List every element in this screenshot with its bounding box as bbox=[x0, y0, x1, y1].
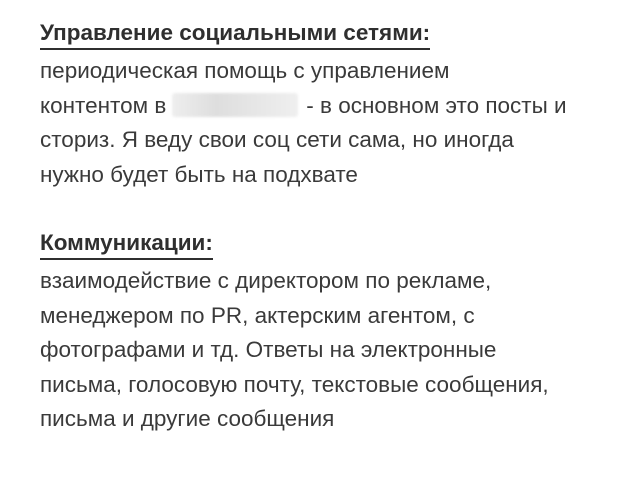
text-fragment: - в основном это посты и bbox=[306, 92, 567, 118]
redacted-blur bbox=[172, 93, 298, 117]
text-line-with-redaction bbox=[40, 89, 620, 124]
section-heading-social-media: Управление социальными сетями: bbox=[40, 18, 430, 50]
section-heading-communications: Коммуникации: bbox=[40, 228, 213, 260]
text-line: нужно будет быть на подхвате bbox=[40, 161, 358, 187]
text-line: менеджером по PR, актерским агентом, с bbox=[40, 302, 475, 328]
text-line: периодическая помощь с управлением bbox=[40, 58, 450, 83]
text-line: письма, голосовую почту, текстовые сообщения, bbox=[40, 371, 549, 397]
section-social-media bbox=[40, 16, 620, 192]
text-line: сториз. Я веду свои соц сети сама, но иногда bbox=[40, 127, 514, 152]
text-line: взаимодействие с директором по рекламе, bbox=[40, 268, 492, 293]
text-fragment: контентом в bbox=[40, 92, 167, 118]
section-communications bbox=[40, 226, 620, 437]
text-line: фотографами и тд. Ответы на электронные bbox=[40, 337, 497, 362]
text-line: письма и другие сообщения bbox=[40, 406, 335, 431]
